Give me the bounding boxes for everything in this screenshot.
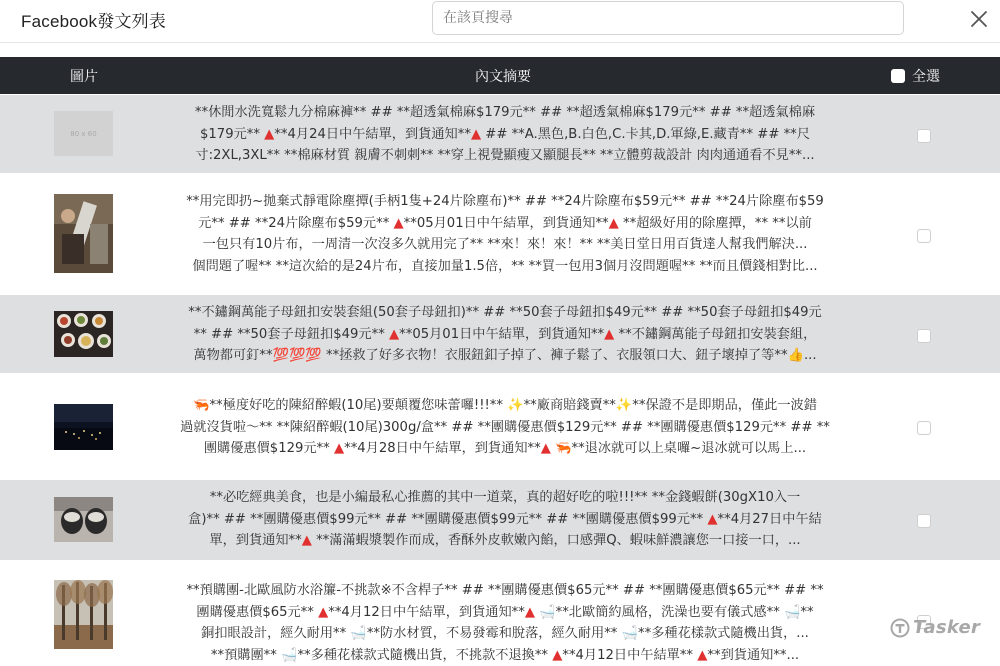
- row-checkbox[interactable]: [917, 229, 931, 243]
- red-triangle-icon: ▲: [389, 327, 399, 342]
- post-summary: [178, 487, 832, 552]
- red-triangle-icon: ▲: [604, 327, 614, 342]
- red-triangle-icon: ▲: [707, 512, 717, 527]
- summary-line: **預購團-北歐風防水浴簾-不挑款※不含桿子** ## **團購優惠價$65元** ## **團購優惠價$65元** ## **: [178, 580, 832, 602]
- summary-line: 銅扣眼設計，經久耐用** 🛁**防水材質，不易發霉和脫落，經久耐用** 🛁**多種花樣款式隨機出貨，...: [178, 623, 832, 645]
- table-row: [0, 173, 1000, 295]
- page-title: Facebook發文列表: [21, 7, 166, 32]
- post-summary: [178, 102, 832, 167]
- tasker-watermark: [890, 617, 980, 638]
- table-row: [0, 295, 1000, 373]
- post-thumbnail: [54, 580, 113, 649]
- red-triangle-icon: ▲: [318, 605, 328, 620]
- summary-line: $179元** ▲**4月24日中午結單，到貨通知**▲ ## **A.黑色,B.白色,C.卡其,D.軍綠,E.藏青** ## **尺: [178, 124, 832, 146]
- red-triangle-icon: ▲: [697, 648, 707, 663]
- summary-line: ** ## **50套子母鈕扣$49元** ▲**05月01日中午結單，到貨通知**▲ **不鏽鋼萬能子母鈕扣安裝套組，: [178, 324, 832, 346]
- select-all-checkbox[interactable]: [891, 69, 905, 83]
- summary-line: **用完即扔~拋棄式靜電除塵撢(手柄1隻+24片除塵布)** ## **24片除塵布$59元** ## **24片除塵布$59: [178, 191, 832, 213]
- summary-line: **休閒水洗寬鬆九分棉麻褲** ## **超透氣棉麻$179元** ## **超透氣棉麻$179元** ## **超透氣棉麻: [178, 102, 832, 124]
- post-thumbnail: [54, 194, 113, 273]
- post-thumbnail: [54, 404, 113, 450]
- post-summary: [178, 191, 832, 277]
- red-triangle-icon: ▲: [394, 216, 404, 231]
- post-thumbnail: [54, 311, 113, 357]
- summary-line: 單，到貨通知**▲ **滿滿蝦漿製作而成，香酥外皮軟嫩內餡，口感彈Q、蝦味鮮濃讓您一口接一口，...: [178, 530, 832, 552]
- summary-line: 團購優惠價$129元** ▲**4月28日中午結單，到貨通知**▲ 🦐**退冰就可以上桌囉~退冰就可以馬上...: [178, 438, 832, 460]
- post-summary: [178, 395, 832, 460]
- search-input[interactable]: [432, 1, 904, 35]
- watermark-text: Tasker: [913, 617, 980, 638]
- close-button[interactable]: [966, 6, 992, 32]
- row-checkbox[interactable]: [917, 421, 931, 435]
- summary-line: 個問題了喔** **這次給的是24片布，直接加量1.5倍，** **買一包用3個月沒問題喔** **而且價錢相對比...: [178, 256, 832, 278]
- close-icon: [966, 6, 992, 32]
- summary-line: 團購優惠價$65元** ▲**4月12日中午結單，到貨通知**▲ 🛁**北歐簡約風格，洗澡也要有儀式感** 🛁**: [178, 602, 832, 624]
- summary-line: **不鏽鋼萬能子母鈕扣安裝套組(50套子母鈕扣)** ## **50套子母鈕扣$49元** ## **50套子母鈕扣$49元: [178, 302, 832, 324]
- summary-line: 盒)** ## **團購優惠價$99元** ## **團購優惠價$99元** ## **團購優惠價$99元** ▲**4月27日中午結: [178, 509, 832, 531]
- table-row: [0, 95, 1000, 173]
- red-triangle-icon: ▲: [541, 441, 551, 456]
- red-triangle-icon: ▲: [471, 127, 481, 142]
- summary-line: 萬物都可釘**💯💯💯 **拯救了好多衣物！衣服鈕釦子掉了、褲子鬆了、衣服領口大、鈕子壞掉了等**👍...: [178, 345, 832, 367]
- summary-line: **必吃經典美食，也是小編最私心推薦的其中一道菜，真的超好吃的啦!!!** **金錢蝦餅(30gX10入一: [178, 487, 832, 509]
- table-row: [0, 560, 1000, 649]
- table-row: [0, 373, 1000, 480]
- summary-line: 寸:2XL,3XL** **棉麻材質 親膚不刺刺** **穿上視覺顯瘦又顯腿長** **立體剪裁設計 肉肉通通看不見**...: [178, 145, 832, 167]
- column-header-image: 圖片: [70, 66, 98, 86]
- red-triangle-icon: ▲: [264, 127, 274, 142]
- top-bar: [0, 0, 1000, 43]
- red-triangle-icon: ▲: [525, 605, 535, 620]
- placeholder-size-label: 80 x 60: [70, 130, 96, 138]
- column-header-summary: 內文摘要: [475, 66, 531, 86]
- table-header: [0, 57, 1000, 94]
- select-all-toggle[interactable]: [891, 66, 940, 86]
- summary-line: 一包只有10片布，一周清一次沒多久就用完了** **來！來！來！** **美日堂日用百貨達人幫我們解決...: [178, 234, 832, 256]
- post-thumbnail-placeholder: [54, 111, 113, 156]
- row-checkbox[interactable]: [917, 329, 931, 343]
- select-all-label: 全選: [912, 66, 940, 86]
- post-summary: [178, 302, 832, 367]
- row-checkbox[interactable]: [917, 129, 931, 143]
- summary-line: **預購團** 🛁**多種花樣款式隨機出貨，不挑款不退換** ▲**4月12日中午結單** ▲**到貨通知**...: [178, 645, 832, 666]
- summary-line: 元** ## **24片除塵布$59元** ▲**05月01日中午結單，到貨通知**▲ **超級好用的除塵撢，** **以前: [178, 213, 832, 235]
- post-summary: [178, 580, 832, 666]
- summary-line: 🦐**極度好吃的陳紹醉蝦(10尾)要顛覆您味蕾囉!!!** ✨**廠商賠錢賣**✨**保證不是即期品，僅此一波錯: [178, 395, 832, 417]
- summary-line: 過就沒貨啦～** **陳紹醉蝦(10尾)300g/盒** ## **團購優惠價$129元** ## **團購優惠價$129元** ## **: [178, 417, 832, 439]
- red-triangle-icon: ▲: [609, 216, 619, 231]
- table-row: [0, 480, 1000, 560]
- red-triangle-icon: ▲: [334, 441, 344, 456]
- row-checkbox[interactable]: [917, 514, 931, 528]
- red-triangle-icon: ▲: [552, 648, 562, 663]
- post-thumbnail: [54, 497, 113, 542]
- red-triangle-icon: ▲: [302, 533, 312, 548]
- tasker-logo-icon: [890, 618, 910, 638]
